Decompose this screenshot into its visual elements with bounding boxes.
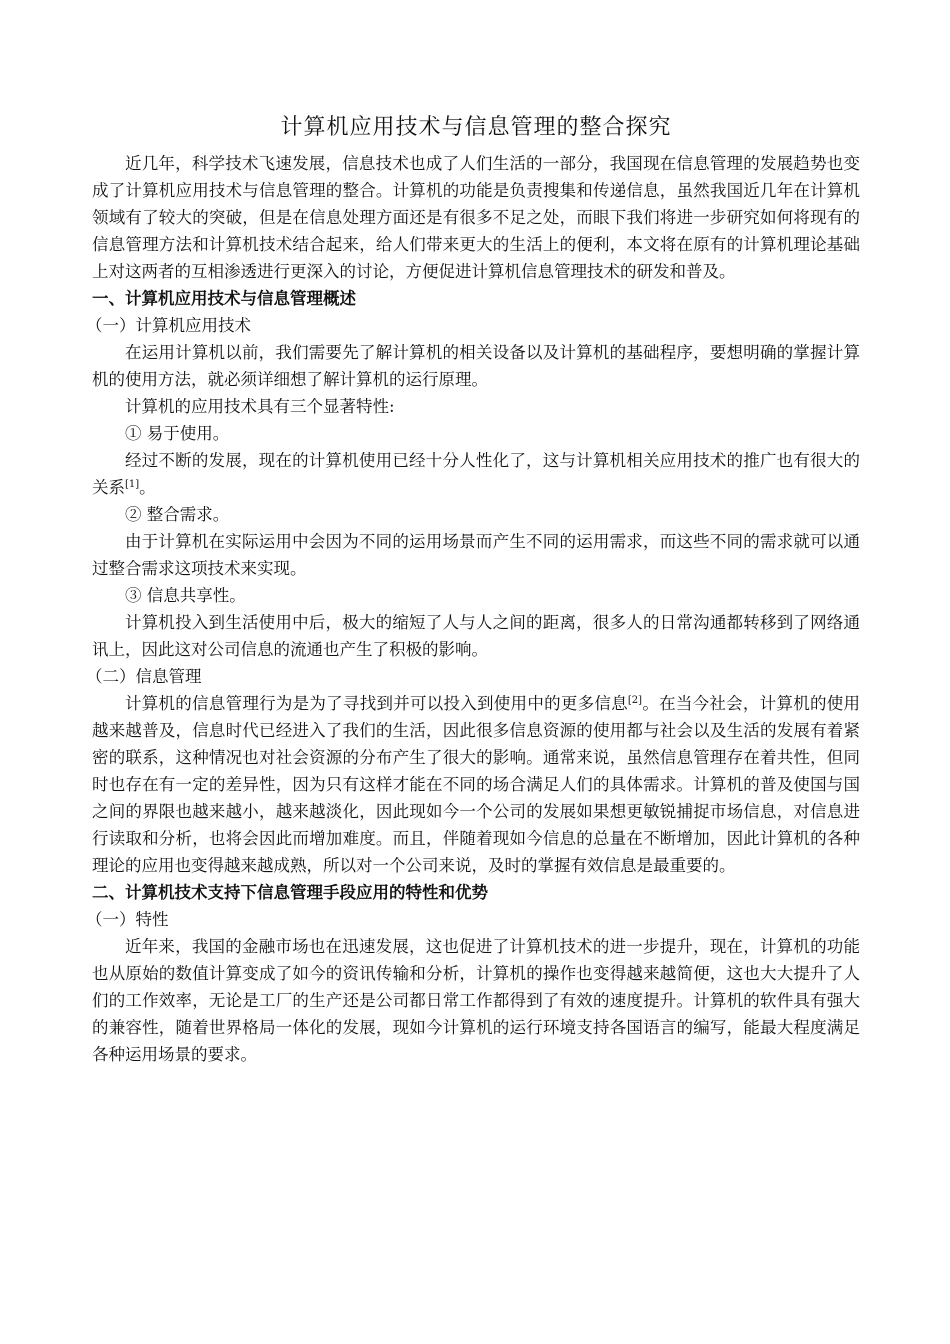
paragraph-1-2-start: 计算机的信息管理行为是为了寻找到并可以投入到使用中的更多信息 (125, 694, 628, 713)
paragraph-2-1: 近年来，我国的金融市场也在迅速发展，这也促进了计算机技术的进一步提升，现在，计算机的功能也从原始的数值计算变成了如今的资讯传输和分析，计算机的操作也变得越来越简便，这也大大提升了人们的工作效率，无论是工厂的生产还是公司都日常工作都得到了有效的速度提升。计算机的软件具有强大的兼容性，随着世界格局一体化的发展，现如今计算机的运行环境支持各国语言的编写，能最大程度满足各种运用场景的要求。 (92, 937, 860, 1064)
list-item-3: ③ 信息共享性。 (125, 586, 246, 605)
page-title: 计算机应用技术与信息管理的整合探究 (280, 115, 672, 140)
section-heading-2: 二、计算机技术支持下信息管理手段应用的特性和优势 (92, 883, 488, 902)
paragraph-1-1-a: 在运用计算机以前，我们需要先了解计算机的相关设备以及计算机的基础程序，要想明确的掌握计算机的使用方法，就必须详细想了解计算机的运行原理。 (92, 343, 860, 389)
paragraph-1-1-b: 计算机的应用技术具有三个显著特性: (125, 397, 395, 416)
subsection-heading-1-1: （一）计算机应用技术 (86, 316, 251, 335)
list-item-1-text (92, 447, 860, 501)
intro-paragraph: 近几年，科学技术飞速发展，信息技术也成了人们生活的一部分，我国现在信息管理的发展趋势也变成了计算机应用技术与信息管理的整合。计算机的功能是负责搜集和传递信息，虽然我国近几年在计算机领域有了较大的突破，但是在信息处理方面还是有很多不足之处，而眼下我们将进一步研究如何将现有的信息管理方法和计算机技术结合起来，给人们带来更大的生活上的便利，本文将在原有的计算机理论基础上对这两者的互相渗透进行更深入的讨论，方便促进计算机信息管理技术的研发和普及。 (92, 154, 860, 281)
citation-ref-2[interactable]: [2] (627, 695, 643, 706)
list-item-1: ① 易于使用。 (125, 424, 230, 443)
document-body (86, 108, 861, 1068)
section-heading-1: 一、计算机应用技术与信息管理概述 (92, 289, 356, 308)
citation-ref-1[interactable]: [1] (125, 479, 140, 490)
list-item-1-end: 。 (139, 478, 156, 497)
paragraph-1-2-rest: 。在当今社会，计算机的使用越来越普及，信息时代已经进入了我们的生活，因此很多信息资源的使用都与社会以及生活的发展有着紧密的联系，这种情况也对社会资源的分布产生了很大的影响。通常来说，虽然信息管理存在着共性，但同时也存在有一定的差异性，因为只有这样才能在不同的场合满足人们的具体需求。计算机的普及使国与国之间的界限也越来越小，越来越淡化，因此现如今一个公司的发展如果想更敏锐捕捉市场信息，对信息进行读取和分析，也将会因此而增加难度。而且，伴随着现如今信息的总量在不断增加，因此计算机的各种理论的应用也变得越来越成熟，所以对一个公司来说，及时的掌握有效信息是最重要的。 (92, 694, 861, 875)
subsection-heading-1-2: （二）信息管理 (86, 667, 202, 686)
paragraph-1-2 (92, 690, 860, 879)
list-item-1-body: 经过不断的发展，现在的计算机使用已经十分人性化了，这与计算机相关应用技术的推广也有很大的关系 (92, 451, 860, 497)
list-item-2: ② 整合需求。 (125, 505, 230, 524)
list-item-3-text: 计算机投入到生活使用中后，极大的缩短了人与人之间的距离，很多人的日常沟通都转移到了网络通讯上，因此这对公司信息的流通也产生了积极的影响。 (92, 613, 860, 659)
list-item-2-text: 由于计算机在实际运用中会因为不同的运用场景而产生不同的运用需求，而这些不同的需求就可以通过整合需求这项技术来实现。 (92, 532, 860, 578)
subsection-heading-2-1: （一）特性 (86, 910, 169, 929)
